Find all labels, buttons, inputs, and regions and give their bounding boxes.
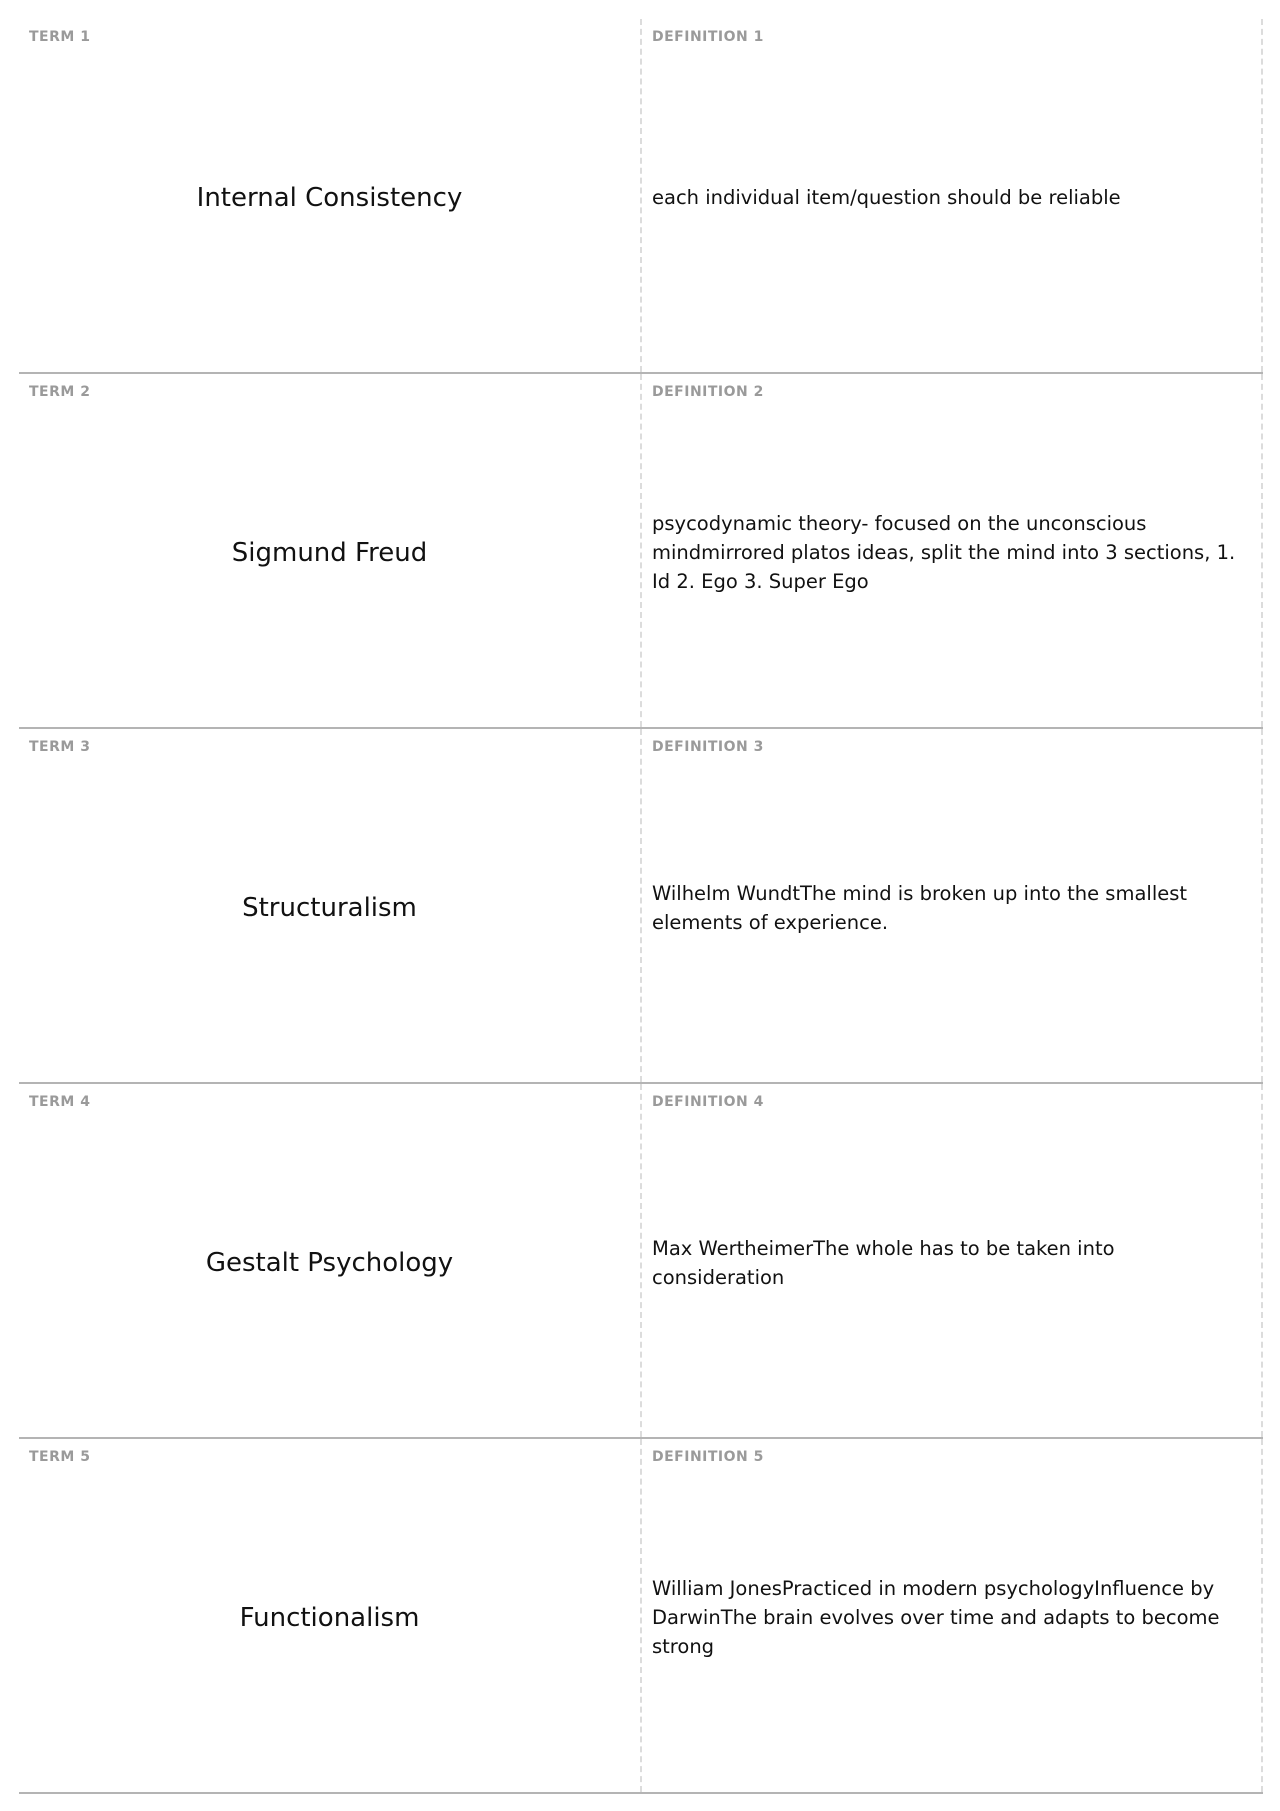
flashcard-row bbox=[19, 1084, 1263, 1439]
term-label: TERM 3 bbox=[29, 739, 91, 755]
term-text: Sigmund Freud bbox=[231, 537, 428, 568]
definition-cell bbox=[642, 729, 1263, 1082]
definition-label: DEFINITION 2 bbox=[652, 384, 764, 400]
term-text: Gestalt Psychology bbox=[205, 1247, 454, 1278]
definition-text: each individual item/question should be reliable bbox=[652, 186, 1121, 209]
flashcard-row bbox=[19, 19, 1263, 374]
definition-label: DEFINITION 3 bbox=[652, 739, 764, 755]
term-text: Internal Consistency bbox=[196, 182, 463, 213]
term-text: Structuralism bbox=[242, 892, 417, 923]
term-cell bbox=[19, 1084, 642, 1437]
flashcard-row bbox=[19, 374, 1263, 729]
term-label: TERM 4 bbox=[29, 1094, 91, 1110]
definition-label: DEFINITION 1 bbox=[652, 29, 764, 45]
term-cell bbox=[19, 1439, 642, 1792]
term-cell bbox=[19, 729, 642, 1082]
term-label: TERM 5 bbox=[29, 1449, 91, 1465]
flashcard-sheet bbox=[19, 19, 1263, 1794]
term-label: TERM 2 bbox=[29, 384, 91, 400]
definition-cell bbox=[642, 1439, 1263, 1792]
flashcard-row bbox=[19, 729, 1263, 1084]
definition-cell bbox=[642, 19, 1263, 372]
definition-text: Max WertheimerThe whole has to be taken into consideration bbox=[652, 1236, 1115, 1289]
definition-text: William JonesPracticed in modern psychologyInfluence by DarwinThe brain evolves over time and adapts to become strong bbox=[652, 1577, 1220, 1658]
term-label: TERM 1 bbox=[29, 29, 91, 45]
flashcard-row bbox=[19, 1439, 1263, 1794]
definition-text: psycodynamic theory- focused on the unconscious mindmirrored platos ideas, split the mind into 3 sections, 1. Id 2. Ego 3. Super Ego bbox=[652, 512, 1236, 593]
definition-cell bbox=[642, 374, 1263, 727]
term-cell bbox=[19, 374, 642, 727]
term-text: Functionalism bbox=[239, 1602, 420, 1633]
definition-label: DEFINITION 5 bbox=[652, 1449, 764, 1465]
definition-text: Wilhelm WundtThe mind is broken up into the smallest elements of experience. bbox=[652, 881, 1188, 934]
definition-cell bbox=[642, 1084, 1263, 1437]
term-cell bbox=[19, 19, 642, 372]
definition-label: DEFINITION 4 bbox=[652, 1094, 764, 1110]
